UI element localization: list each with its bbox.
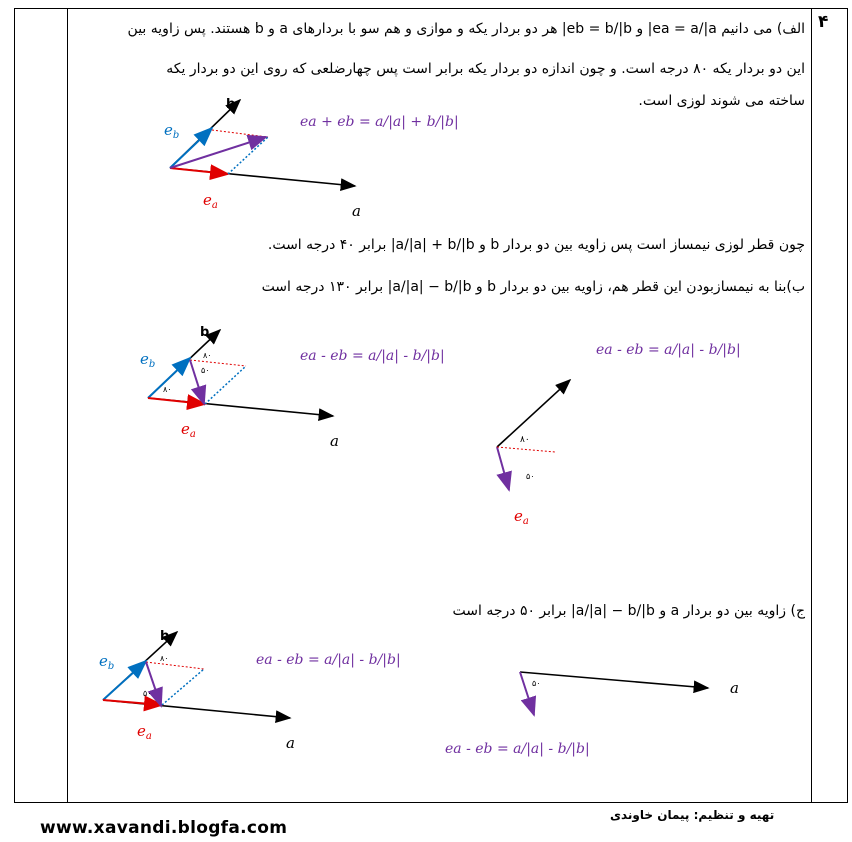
angle-80-label: ۸۰ bbox=[160, 654, 169, 663]
part-be-text: ب)بنا به نیمسازبودن این قطر هم، زاویه بین دو بردار b و a/|a| − b/|b| برابر ۱۳۰ درجه است bbox=[261, 279, 805, 295]
label-ea: $e_a$ bbox=[181, 420, 196, 440]
dotted-parallel-ea bbox=[212, 130, 268, 137]
formula-diff: ea - eb = a/|a| - b/|b| bbox=[256, 652, 401, 668]
author-credit: تهیه و تنظیم: پیمان خاوندی bbox=[610, 808, 775, 822]
part-jim-text: ج) زاویه بین دو بردار a و a/|a| − b/|b| برابر ۵۰ درجه است bbox=[452, 603, 805, 619]
label-ea: $e_a$ bbox=[514, 507, 529, 527]
angle-50-label: ۵۰ bbox=[526, 472, 535, 481]
sum-vector bbox=[170, 137, 266, 168]
label-eb: $e_b$ bbox=[140, 350, 156, 370]
vector-a-line bbox=[520, 672, 708, 688]
label-b: b bbox=[226, 97, 236, 112]
label-a: a bbox=[330, 432, 339, 450]
label-a: a bbox=[286, 734, 295, 752]
formula-diff: ea - eb = a/|a| - b/|b| bbox=[445, 741, 590, 757]
part-alef-line3: ساخته می شوند لوزی است. bbox=[638, 93, 805, 109]
angle-80-label: ۸۰ bbox=[203, 351, 212, 360]
label-a: a bbox=[352, 202, 361, 220]
question-number: ۴ bbox=[818, 12, 829, 32]
dotted-parallel-eb bbox=[162, 669, 204, 705]
dotted-reference-line bbox=[497, 447, 555, 452]
diagram-diff-left bbox=[140, 325, 445, 450]
label-b: b bbox=[200, 325, 210, 340]
label-a: a bbox=[730, 679, 739, 697]
diagram-diff-right bbox=[497, 342, 741, 527]
vector-b-line bbox=[497, 380, 570, 447]
label-b: b bbox=[160, 629, 170, 644]
unit-vector-ea bbox=[148, 398, 205, 404]
diff-vector bbox=[497, 447, 509, 490]
label-eb: $e_b$ bbox=[164, 121, 180, 141]
diagram-sum bbox=[164, 97, 459, 220]
angle-50-label: ۵۰ bbox=[201, 366, 210, 375]
diagram-jim-right bbox=[445, 672, 739, 757]
angle-80-label: ۸۰ bbox=[520, 435, 530, 445]
label-eb: $e_b$ bbox=[99, 652, 115, 672]
part-alef-line1: الف) می دانیم ea = a/|a| و eb = b/|b| هر دو بردار یکه و موازی و هم سو با بردارهای a و b هستند. پس زاویه بین bbox=[127, 21, 805, 37]
rhombus-note: چون قطر لوزی نیمساز است پس زاویه بین دو بردار b و a/|a| + b/|b| برابر ۴۰ درجه است. bbox=[267, 237, 805, 253]
angle-50-label: ۵۰ bbox=[532, 679, 541, 688]
unit-vector-ea bbox=[103, 700, 162, 705]
diff-vector bbox=[146, 662, 161, 706]
formula-diff: ea - eb = a/|a| - b/|b| bbox=[596, 342, 741, 358]
formula-sum: ea + eb = a/|a| + b/|b| bbox=[300, 114, 459, 130]
part-alef-line2: این دو بردار یکه ۸۰ درجه است. و چون اندازه دو بردار یکه برابر است پس چهارضلعی که روی این دو بردار یکه bbox=[166, 61, 805, 77]
dotted-parallel-ea bbox=[190, 360, 246, 366]
label-ea: $e_a$ bbox=[137, 722, 152, 742]
unit-vector-ea bbox=[170, 168, 228, 174]
dotted-parallel-eb bbox=[205, 366, 246, 404]
angle-80-label-base: ۸۰ bbox=[163, 385, 172, 394]
website-link[interactable]: www.xavandi.blogfa.com bbox=[40, 818, 288, 838]
angle-50-label: ۵۰ bbox=[143, 689, 152, 698]
formula-diff: ea - eb = a/|a| - b/|b| bbox=[300, 348, 445, 364]
dotted-parallel-ea bbox=[146, 662, 204, 669]
diagram-jim-left bbox=[99, 629, 401, 752]
label-ea: $e_a$ bbox=[203, 191, 218, 211]
